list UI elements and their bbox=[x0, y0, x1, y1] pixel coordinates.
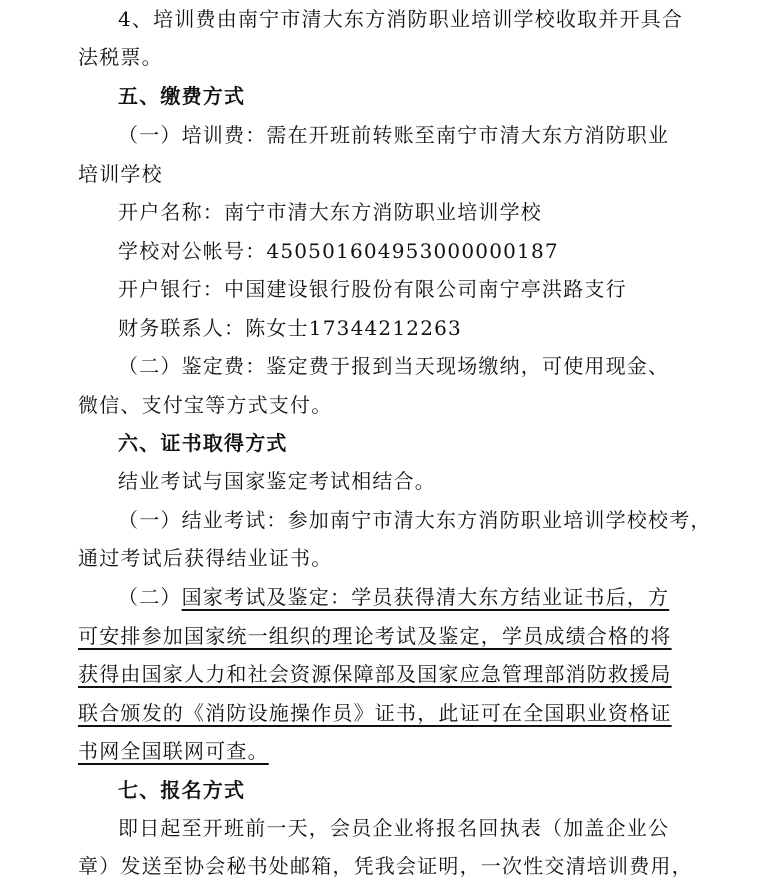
training-fee-line-1: （一）培训费：需在开班前转账至南宁市清大东方消防职业 bbox=[118, 123, 670, 147]
graduation-exam-line-2: 通过考试后获得结业证书。 bbox=[78, 546, 333, 570]
registration-line-1: 即日起至开班前一天，会员企业将报名回执表（加盖企业公 bbox=[118, 816, 670, 840]
registration-line-2: 章）发送至协会秘书处邮箱，凭我会证明，一次性交清培训费用， bbox=[78, 854, 693, 878]
section-five-heading: 五、缴费方式 bbox=[118, 84, 246, 108]
appraisal-fee-line-1: （二）鉴定费：鉴定费于报到当天现场缴纳，可使用现金、 bbox=[118, 354, 670, 378]
finance-contact: 财务联系人：陈女士17344212263 bbox=[118, 316, 462, 340]
national-exam-line-3: 获得由国家人力和社会资源保障部及国家应急管理部消防救援局 bbox=[78, 662, 672, 686]
national-exam-prefix: （二） bbox=[118, 585, 182, 609]
section-seven-heading: 七、报名方式 bbox=[118, 778, 246, 802]
national-exam-line-1 bbox=[118, 584, 669, 610]
fee-invoice-line-1: 4、培训费由南宁市清大东方消防职业培训学校收取并开具合 bbox=[118, 7, 684, 31]
section-six-heading: 六、证书取得方式 bbox=[118, 431, 288, 455]
national-exam-line-4: 联合颁发的《消防设施操作员》证书，此证可在全国职业资格证 bbox=[78, 701, 672, 725]
account-name: 开户名称：南宁市清大东方消防职业培训学校 bbox=[118, 200, 542, 224]
national-exam-underlined-start: 国家考试及鉴定：学员获得清大东方结业证书后，方 bbox=[181, 585, 670, 609]
graduation-exam-line-1: （一）结业考试：参加南宁市清大东方消防职业培训学校校考， bbox=[118, 508, 712, 532]
fee-invoice-line-2: 法税票。 bbox=[78, 45, 163, 69]
account-number: 学校对公帐号：450501604953000000187 bbox=[118, 239, 559, 263]
appraisal-fee-line-2: 微信、支付宝等方式支付。 bbox=[78, 393, 333, 417]
national-exam-line-2: 可安排参加国家统一组织的理论考试及鉴定，学员成绩合格的将 bbox=[78, 624, 672, 648]
certificate-intro: 结业考试与国家鉴定考试相结合。 bbox=[118, 469, 436, 493]
training-fee-line-2: 培训学校 bbox=[78, 162, 163, 186]
bank-name: 开户银行：中国建设银行股份有限公司南宁亭洪路支行 bbox=[118, 277, 627, 301]
national-exam-line-5: 书网全国联网可查。 bbox=[78, 739, 269, 763]
